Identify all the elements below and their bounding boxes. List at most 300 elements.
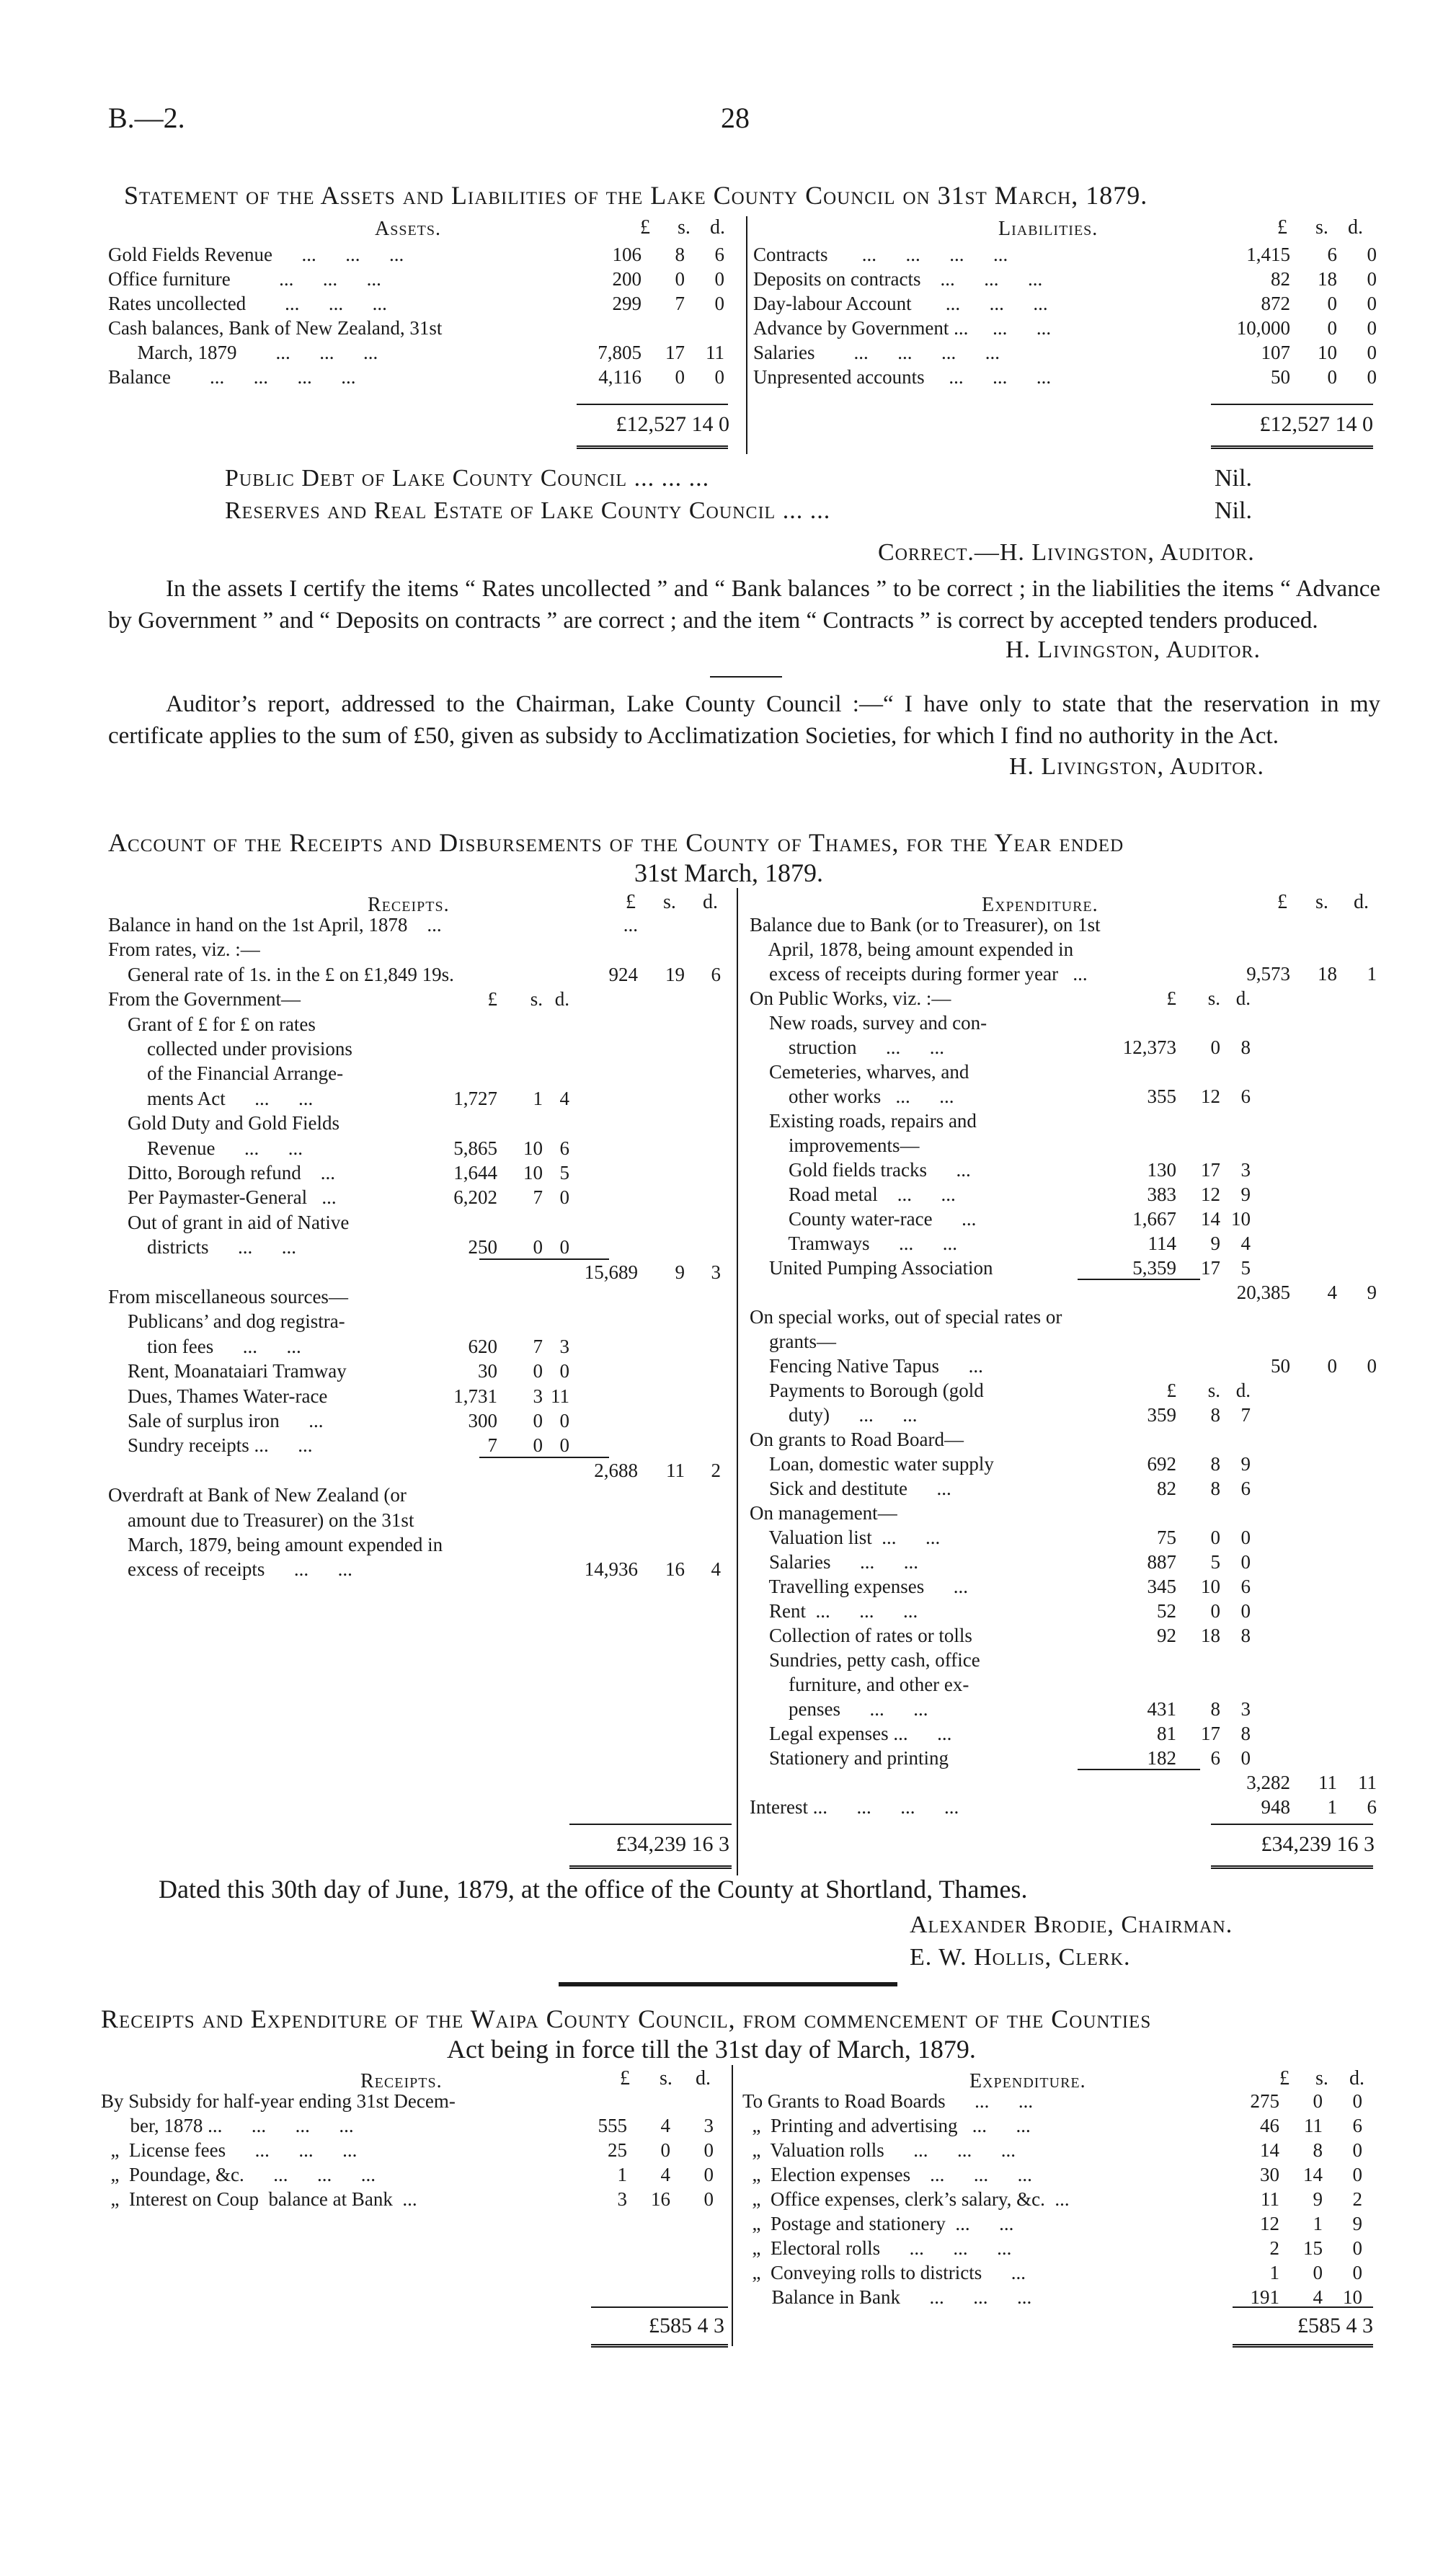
sub-pounds-value: 75 (1157, 1527, 1176, 1548)
pence-value: 2 (711, 1459, 721, 1481)
pence-value: 0 (1367, 366, 1377, 388)
pounds-value: 555 (598, 2115, 627, 2136)
thames-title-line2: 31st March, 1879. (634, 858, 823, 887)
sub-shillings-value: s. (530, 988, 543, 1011)
table-row (750, 1404, 1380, 1429)
sub-shillings-value: 7 (533, 1186, 543, 1209)
lake-liab-pound-head: £ (1277, 216, 1287, 239)
lake-report-signature: H. Livingston, Auditor. (1009, 753, 1264, 780)
row-label: March, 1879, being amount expended in (108, 1534, 443, 1555)
table-row (108, 988, 732, 1013)
sub-pounds-value: 1,727 (453, 1087, 497, 1109)
table-row (108, 268, 735, 293)
table-row (108, 1558, 732, 1583)
shillings-value: 0 (1313, 2262, 1323, 2283)
sub-shillings-value: 10 (1201, 1576, 1220, 1597)
lake-liabilities-total: £12,527 14 0 (1259, 412, 1373, 436)
row-label: Collection of rates or tolls (750, 1625, 972, 1646)
table-row (750, 1649, 1380, 1674)
sub-pence-value: d. (1235, 987, 1251, 1009)
table-row (750, 1698, 1380, 1723)
row-label: On grants to Road Board— (750, 1429, 964, 1450)
subtotal-rule (1078, 1769, 1200, 1770)
waipa-receipts-sum-rule (591, 2306, 728, 2308)
sub-pounds-value: 1,667 (1132, 1208, 1176, 1230)
pounds-value: 872 (1261, 293, 1290, 314)
pence-value: 11 (1358, 1772, 1377, 1793)
row-label: Balance due to Bank (or to Treasurer), on 1st (750, 914, 1101, 936)
shillings-value: 8 (675, 244, 685, 265)
row-label: „ Printing and advertising ... ... (742, 2115, 1031, 2136)
sub-shillings-value: 5 (1210, 1551, 1220, 1573)
pence-value: 11 (706, 342, 724, 363)
shillings-value: 1 (1327, 1796, 1337, 1818)
table-row (742, 2115, 1377, 2139)
thames-dated-line: Dated this 30th day of June, 1879, at the office of the County at Shortland, Thames. (159, 1875, 1028, 1904)
table-row (750, 987, 1380, 1012)
sub-pounds-value: 1,644 (453, 1162, 497, 1184)
table-row (750, 1551, 1380, 1576)
pence-value: 0 (1352, 2090, 1362, 2112)
table-row (750, 1110, 1380, 1134)
shillings-value: 4 (1327, 1282, 1337, 1303)
sub-pence-value: 4 (1240, 1233, 1251, 1254)
table-row (108, 1088, 732, 1112)
pounds-value: 30 (1260, 2164, 1279, 2185)
table-row (108, 1336, 732, 1360)
pounds-value: 2 (1269, 2237, 1279, 2259)
waipa-expenditure-total: £585 4 3 (1297, 2314, 1373, 2337)
row-label: collected under provisions (108, 1038, 352, 1060)
row-label: Contracts ... ... ... ... (753, 244, 1008, 265)
lake-reserves-value: Nil. (1215, 497, 1252, 524)
table-row (108, 293, 735, 317)
table-row (742, 2164, 1377, 2188)
table-row (108, 1509, 732, 1534)
shillings-value: 19 (665, 963, 685, 985)
row-label: Balance ... ... ... ... (108, 366, 356, 388)
lake-column-divider (746, 216, 747, 454)
shillings-value: 10 (1318, 342, 1337, 363)
shillings-value: 8 (1313, 2139, 1323, 2161)
table-row (108, 1137, 732, 1162)
lake-certify-signature: H. Livingston, Auditor. (1006, 636, 1261, 663)
pence-value: 0 (1352, 2237, 1362, 2259)
shillings-value: 16 (665, 1558, 685, 1581)
sub-shillings-value: 0 (533, 1410, 543, 1431)
row-label: Travelling expenses ... (750, 1576, 968, 1597)
pounds-value: 14 (1260, 2139, 1279, 2161)
shillings-value: 0 (660, 2139, 670, 2161)
table-row (108, 1112, 732, 1137)
sub-pence-value: 0 (1240, 1747, 1251, 1769)
waipa-receipts-shilling-head: s. (660, 2067, 672, 2090)
row-label: ber, 1878 ... ... ... ... (101, 2115, 354, 2136)
pence-value: 0 (1352, 2262, 1362, 2283)
table-row (750, 1282, 1380, 1306)
row-label: Out of grant in aid of Native (108, 1211, 350, 1233)
pounds-value: 3,282 (1246, 1772, 1290, 1793)
row-label: „ Poundage, &c. ... ... ... (101, 2164, 376, 2185)
pence-value: 0 (1352, 2139, 1362, 2161)
row-label: Gold fields tracks ... (750, 1159, 971, 1181)
row-label: General rate of 1s. in the £ on £1,849 19s. (108, 963, 454, 985)
waipa-receipts-pound-head: £ (620, 2067, 630, 2090)
row-label: Revenue ... ... (108, 1137, 303, 1159)
sub-pence-value: 0 (559, 1410, 569, 1431)
row-label: Office furniture ... ... ... (108, 268, 381, 290)
subtotal-rule (479, 1258, 609, 1260)
table-row (750, 1453, 1380, 1478)
pounds-value: 948 (1261, 1796, 1290, 1818)
thames-chairman-signature: Alexander Brodie, Chairman. (910, 1911, 1233, 1938)
table-row (108, 1460, 732, 1484)
sub-shillings-value: 8 (1210, 1404, 1220, 1426)
row-label: Ditto, Borough refund ... (108, 1162, 335, 1184)
table-row (108, 1038, 732, 1062)
table-row (101, 2139, 728, 2164)
table-row (101, 2090, 728, 2115)
sub-pence-value: 6 (1240, 1478, 1251, 1499)
table-row (750, 938, 1380, 963)
row-label: penses ... ... (750, 1698, 928, 1720)
pounds-value: 107 (1261, 342, 1290, 363)
shillings-value: 14 (1303, 2164, 1323, 2185)
sub-pounds-value: 250 (468, 1236, 497, 1258)
sub-pence-value: 5 (1240, 1257, 1251, 1279)
row-label: other works ... ... (750, 1085, 954, 1107)
shillings-value: 0 (675, 366, 685, 388)
row-label: From the Government— (108, 988, 301, 1011)
row-label: April, 1878, being amount expended in (750, 938, 1074, 960)
pounds-value: 50 (1271, 366, 1290, 388)
row-label: ments Act ... ... (108, 1087, 314, 1109)
pence-value: 1 (1367, 963, 1377, 985)
row-label: Deposits on contracts ... ... ... (753, 268, 1043, 290)
lake-liab-shilling-head: s. (1315, 216, 1328, 239)
table-row (108, 964, 732, 988)
thames-receipts-total: £34,239 16 3 (616, 1832, 729, 1856)
table-row (750, 1306, 1380, 1331)
table-row (108, 1385, 732, 1410)
row-label: From rates, viz. :— (108, 938, 260, 961)
sub-shillings-value: 14 (1201, 1208, 1220, 1230)
pence-value: 6 (1367, 1796, 1377, 1818)
sub-shillings-value: 8 (1210, 1698, 1220, 1720)
thames-exp-pound-head: £ (1277, 891, 1287, 913)
table-row (750, 1159, 1380, 1184)
sub-pounds-value: 82 (1157, 1478, 1176, 1499)
sub-pounds-value: 345 (1147, 1576, 1176, 1597)
lake-assets-total-rule (577, 445, 728, 449)
row-label: Legal expenses ... ... (750, 1723, 952, 1744)
thames-exp-total-rule (1211, 1865, 1373, 1869)
sub-pounds-value: 692 (1147, 1453, 1176, 1475)
table-row (750, 1429, 1380, 1453)
pence-value: 10 (1343, 2286, 1362, 2308)
pounds-value: 299 (612, 293, 642, 314)
table-row (750, 1772, 1380, 1796)
pounds-value: 14,936 (584, 1558, 638, 1581)
waipa-exp-sum-rule (1233, 2306, 1373, 2308)
sub-pence-value: 0 (1240, 1527, 1251, 1548)
table-row (108, 244, 735, 268)
pounds-value: 15,689 (584, 1261, 638, 1283)
pounds-value: ... (623, 914, 638, 936)
table-row (108, 342, 735, 366)
pence-value: 0 (714, 268, 724, 290)
sub-pounds-value: 12,373 (1122, 1036, 1176, 1058)
table-row (108, 1410, 732, 1434)
pence-value: 0 (703, 2139, 714, 2161)
lake-correct-signature: Correct.—H. Livingston, Auditor. (878, 539, 1255, 566)
pounds-value: 200 (612, 268, 642, 290)
row-label: districts ... ... (108, 1236, 296, 1258)
row-label: „ Postage and stationery ... ... (742, 2213, 1014, 2234)
shillings-value: 9 (675, 1261, 685, 1283)
sub-shillings-value: 0 (533, 1434, 543, 1457)
row-label: „ Valuation rolls ... ... ... (742, 2139, 1016, 2161)
thames-receipts-shilling-head: s. (663, 891, 676, 913)
sub-pounds-value: 52 (1157, 1600, 1176, 1622)
row-label: Valuation list ... ... (750, 1527, 941, 1548)
row-label: Rates uncollected ... ... ... (108, 293, 387, 314)
pounds-value: 25 (608, 2139, 627, 2161)
pence-value: 0 (703, 2164, 714, 2185)
sub-pounds-value: 5,865 (453, 1137, 497, 1159)
table-row (750, 1600, 1380, 1625)
sub-shillings-value: s. (1207, 1380, 1220, 1401)
lake-certify-paragraph: In the assets I certify the items “ Rates uncollected ” and “ Bank balances ” to be correct ; in the liabilities the items “ Advance by Government ” and “ Deposits on contracts ” are correct ; and the item “ Contracts ” is correct by accepted tenders produced. (108, 576, 1380, 634)
sub-pounds-value: 7 (487, 1434, 497, 1457)
shillings-value: 6 (1327, 244, 1337, 265)
waipa-separator-rule (559, 1982, 897, 1986)
sub-pounds-value: 92 (1157, 1625, 1176, 1646)
shillings-value: 4 (660, 2115, 670, 2136)
sub-pounds-value: 431 (1147, 1698, 1176, 1720)
sub-pounds-value: 5,359 (1132, 1257, 1176, 1279)
row-label: duty) ... ... (750, 1404, 918, 1426)
table-row (750, 1527, 1380, 1551)
table-row (750, 1208, 1380, 1233)
thames-expenditure-heading: Expenditure. (982, 894, 1098, 916)
table-row (753, 317, 1380, 342)
pence-value: 3 (711, 1261, 721, 1283)
shillings-value: 1 (1313, 2213, 1323, 2234)
row-label: grants— (750, 1331, 836, 1352)
table-row (108, 1162, 732, 1186)
sub-pounds-value: 81 (1157, 1723, 1176, 1744)
sub-pounds-value: £ (487, 988, 497, 1011)
sub-pounds-value: £ (1166, 987, 1176, 1009)
table-row (101, 2115, 728, 2139)
row-label: Rent ... ... ... (750, 1600, 918, 1622)
lake-assets-sum-rule (577, 404, 728, 405)
subtotal-rule (1078, 1279, 1200, 1280)
thames-receipts-total-rule (569, 1865, 732, 1869)
table-row (750, 1134, 1380, 1159)
table-row (108, 1310, 732, 1335)
pounds-value: 10,000 (1236, 317, 1290, 339)
lake-report-paragraph: Auditor’s report, addressed to the Chairman, Lake County Council :—“ I have only to state that the reservation in my certificate applies to the sum of £50, given as subsidy to Acclimatization Societies, for which I find no authority in the Act. (108, 691, 1380, 749)
sub-shillings-value: 17 (1201, 1159, 1220, 1181)
sub-pence-value: 7 (1240, 1404, 1251, 1426)
row-label: struction ... ... (750, 1036, 944, 1058)
sub-pounds-value: 182 (1147, 1747, 1176, 1769)
pence-value: 4 (711, 1558, 721, 1581)
table-row (750, 1355, 1380, 1380)
row-label: Unpresented accounts ... ... ... (753, 366, 1052, 388)
pounds-value: 4,116 (598, 366, 642, 388)
row-label: Interest ... ... ... ... (750, 1796, 959, 1818)
lake-assets-pence-head: d. (710, 216, 725, 239)
shillings-value: 15 (1303, 2237, 1323, 2259)
lake-liab-pence-head: d. (1348, 216, 1363, 239)
document-code: B.—2. (108, 102, 185, 134)
sub-shillings-value: 0 (1210, 1527, 1220, 1548)
waipa-exp-total-rule (1233, 2344, 1373, 2348)
row-label: Publicans’ and dog registra- (108, 1310, 345, 1333)
page-number: 28 (721, 102, 750, 134)
row-label: Grant of £ for £ on rates (108, 1013, 316, 1035)
table-row (750, 1796, 1380, 1821)
lake-public-debt-value: Nil. (1215, 465, 1252, 492)
sub-pence-value: 11 (551, 1385, 569, 1407)
row-label: Rent, Moanataiari Tramway (108, 1360, 347, 1382)
table-row (750, 1478, 1380, 1502)
sub-shillings-value: s. (1207, 987, 1220, 1009)
table-row (108, 1360, 732, 1385)
row-label: United Pumping Association (750, 1257, 993, 1279)
row-label: Sundry receipts ... ... (108, 1434, 313, 1457)
sub-pence-value: 0 (559, 1360, 569, 1382)
thames-exp-shilling-head: s. (1315, 891, 1328, 913)
shillings-value: 11 (666, 1459, 685, 1481)
pence-value: 2 (1352, 2188, 1362, 2210)
table-row (108, 366, 735, 391)
waipa-expenditure-heading: Expenditure. (969, 2070, 1086, 2092)
table-row (101, 2188, 728, 2213)
row-label: Gold Fields Revenue ... ... ... (108, 244, 404, 265)
table-row (750, 1184, 1380, 1208)
row-label: Per Paymaster-General ... (108, 1186, 337, 1209)
row-label: Dues, Thames Water-race (108, 1385, 328, 1407)
sub-pounds-value: 6,202 (453, 1186, 497, 1209)
sub-pence-value: 0 (1240, 1600, 1251, 1622)
thames-receipts-pence-head: d. (703, 891, 718, 913)
sub-pence-value: 8 (1240, 1625, 1251, 1646)
table-row (750, 1747, 1380, 1772)
shillings-value: 4 (660, 2164, 670, 2185)
pounds-value: 191 (1250, 2286, 1279, 2308)
sub-pence-value: 6 (1240, 1576, 1251, 1597)
sub-shillings-value: 10 (523, 1137, 543, 1159)
lake-separator-rule (710, 676, 782, 678)
table-row (742, 2188, 1377, 2213)
row-label: „ Office expenses, clerk’s salary, &c. ... (742, 2188, 1070, 2210)
row-label: Gold Duty and Gold Fields (108, 1112, 339, 1134)
pence-value: 6 (1352, 2115, 1362, 2136)
pence-value: 0 (714, 366, 724, 388)
sub-pounds-value: 620 (468, 1335, 497, 1357)
table-row (753, 293, 1380, 317)
sub-pence-value: d. (554, 988, 569, 1011)
pence-value: 0 (1352, 2164, 1362, 2185)
lake-assets-pound-head: £ (640, 216, 650, 239)
table-row (750, 1502, 1380, 1527)
table-row (108, 1434, 732, 1459)
waipa-receipts-pence-head: d. (696, 2067, 711, 2090)
row-label: Salaries ... ... (750, 1551, 918, 1573)
row-label: To Grants to Road Boards ... ... (742, 2090, 1034, 2112)
sub-shillings-value: 12 (1201, 1085, 1220, 1107)
waipa-receipts-total-rule (591, 2344, 728, 2348)
sub-pence-value: 4 (559, 1087, 569, 1109)
row-label: March, 1879 ... ... ... (108, 342, 378, 363)
row-label: „ Interest on Coup balance at Bank ... (101, 2188, 417, 2210)
table-row (742, 2139, 1377, 2164)
sub-pounds-value: 383 (1147, 1184, 1176, 1205)
sub-shillings-value: 0 (1210, 1036, 1220, 1058)
waipa-receipts-total: £585 4 3 (649, 2314, 724, 2337)
table-row (750, 1085, 1380, 1110)
sub-pence-value: 0 (559, 1434, 569, 1457)
sub-shillings-value: 7 (533, 1335, 543, 1357)
sub-pence-value: 6 (559, 1137, 569, 1159)
thames-expenditure-total: £34,239 16 3 (1261, 1832, 1375, 1856)
table-row (753, 366, 1380, 391)
thames-receipts-pound-head: £ (626, 891, 636, 913)
table-row (750, 1331, 1380, 1355)
row-label: Day-labour Account ... ... ... (753, 293, 1048, 314)
pounds-value: 82 (1271, 268, 1290, 290)
table-row (742, 2213, 1377, 2237)
pence-value: 0 (1367, 293, 1377, 314)
pounds-value: 20,385 (1236, 1282, 1290, 1303)
row-label: New roads, survey and con- (750, 1012, 987, 1034)
pounds-value: 275 (1250, 2090, 1279, 2112)
table-row (753, 244, 1380, 268)
pence-value: 0 (1367, 244, 1377, 265)
shillings-value: 0 (1327, 366, 1337, 388)
sub-pounds-value: 30 (478, 1360, 497, 1382)
row-label: Road metal ... ... (750, 1184, 956, 1205)
shillings-value: 11 (1318, 1772, 1337, 1793)
sub-pounds-value: 359 (1147, 1404, 1176, 1426)
row-label: of the Financial Arrange- (108, 1062, 344, 1085)
sub-shillings-value: 1 (533, 1087, 543, 1109)
waipa-exp-pence-head: d. (1349, 2067, 1364, 2090)
pence-value: 6 (714, 244, 724, 265)
sub-shillings-value: 0 (533, 1236, 543, 1258)
row-label: amount due to Treasurer) on the 31st (108, 1509, 414, 1531)
sub-pence-value: 9 (1240, 1453, 1251, 1475)
sub-shillings-value: 12 (1201, 1184, 1220, 1205)
pence-value: 0 (703, 2188, 714, 2210)
pence-value: 9 (1367, 1282, 1377, 1303)
row-label: Tramways ... ... (750, 1233, 958, 1254)
table-row (750, 1036, 1380, 1061)
sub-pence-value: 3 (559, 1335, 569, 1357)
shillings-value: 0 (1327, 293, 1337, 314)
sub-shillings-value: 17 (1201, 1723, 1220, 1744)
waipa-exp-pound-head: £ (1279, 2067, 1289, 2090)
lake-assets-total: £12,527 14 0 (616, 412, 729, 436)
table-row (108, 938, 732, 963)
pounds-value: 924 (608, 963, 638, 985)
row-label: „ License fees ... ... ... (101, 2139, 358, 2161)
shillings-value: 0 (675, 268, 685, 290)
